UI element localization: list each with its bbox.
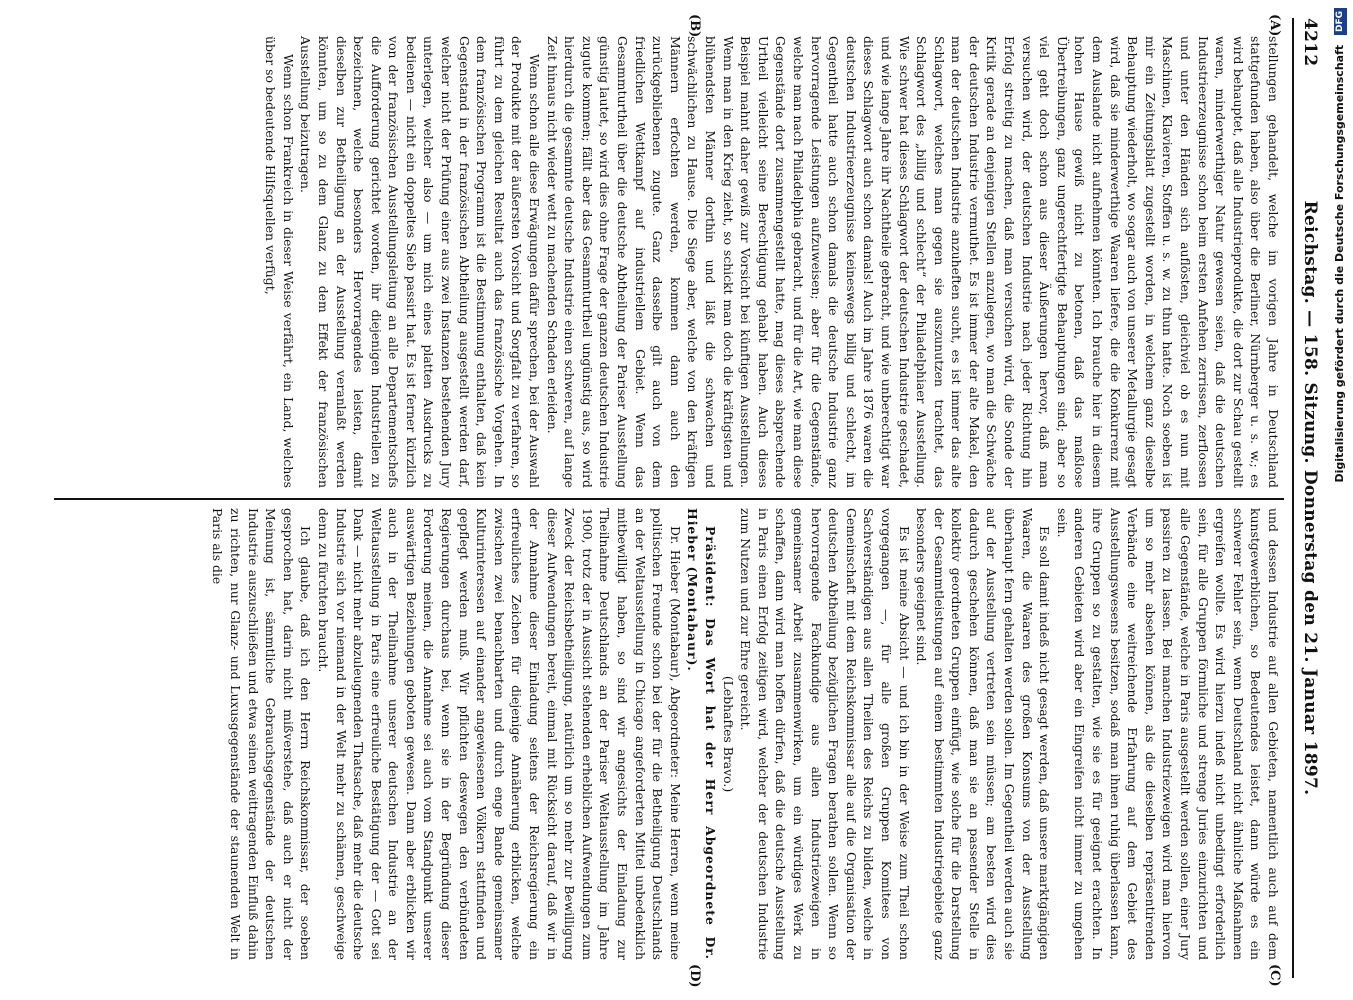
paragraph: Wenn schon Frankreich in dieser Weise verfährt, ein Land, welches über so bedeutende Hilfsquellen verfügt, — [263, 36, 296, 488]
speech-paragraph: Ich glaube, daß ich den Herrn Reichskommissar, der soeben gesprochen hat, darin nicht mißverstehe, daß auch er nicht der Meinung ist, sämmtliche Gebrauchsgegenstände der deutschen Industrie auszuschließen und etwa seinen weittragenden Einfluß dahin zu richten, nur Glanz- und Luxusgegenstände der staunenden Welt in Paris als die — [210, 508, 314, 960]
speech-paragraph: Dr. Hieber (Montabaur), Abgeordneter: Meine Herren, wenn meine politischen Freunde schon bei der für die Betheiligung Deutschlands an der Weltausstellung in Chicago angeforderten Mittel unbedenklich mitbewilligt haben, so sind wir angesichts der Einladung zur Theilnahme Deutschlands an der Pariser Weltausstellung im Jahre 1900, trotz der in Aussicht stehenden erheblichen Aufwendungen zum Zweck der Reichsbetheiligung, natürlich um so mehr zur Bewilligung dieser Aufwendungen bereit, einmal mit Rücksicht darauf, daß wir in der Annahme dieser Einladung seitens der Reichsregierung ein erfreuliches Zeichen für diejenige Annäherung erblicken, welche zwischen zwei benachbarten und durch enge Bande gemeinsamer Kulturinteressen auf einander angewiesenen Völkern stattfinden und gepflegt werden muß. Wir pflichten deswegen den verbündeten Regierungen durchaus bei, wenn sie in der Begründung dieser Forderung meinen, die Annahme sei auch vom Standpunkt unserer auswärtigen Beziehungen geboten gewesen. Dann aber erblicken wir auch in der Theilnahme unserer deutschen Industrie an der Weltausstellung in Paris eine erfreuliche Bestätigung der — Gott sei Dank — nicht mehr abzuleugnenden Thatsache, daß mehr die deutsche Industrie sich vor niemand in der Welt mehr zu schämen, geschweige denn zu fürchten braucht. — [315, 508, 683, 960]
margin-mark-a: (A) — [1267, 14, 1282, 37]
paragraph: stellungen gehandelt, welche im vorigen Jahre in Deutschland stattgefunden haben, also über die Berliner, Nürnberger u. s. w.; es wird behauptet, daß alle Industrieprodukte, die dort zur Schau gestellt waren, minderwerthiger Natur gewesen seien, daß die deutschen Industrieerzeugnisse schon beim ersten Anfehen zerrissen, zerflossen und unter den Händen sich auflösten, gleichviel ob es nun mit Maschinen, Klavieren, Stoffen u. s. w. zu thun hatte. Noch soeben ist mir ein Zeitungsblatt zugestellt worden, in welchem ganz dieselbe Behauptung wiederholt, wo sogar auch von unserer Metallurgie gesagt wird, daß sie minderwerthige Waaren liefere, die die Konkurrenz mit dem Auslande nicht aufnehmen könnten. Ich brauche hier in diesem hohen Hause gewiß nicht zu betonen, daß das maßlose Übertreibungen, ganz ungerechtfertigte Behauptungen sind; aber so viel geht doch schon aus dieser Äußerungen hervor, daß man versuchen wird, der deutschen Industrie nach jeder Richtung hin Erfolg streitig zu machen, daß man versuchen wird, die Sonde der Kritik gerade an denjenigen Stellen anzulegen, wo man die Schwäche der deutschen Industrie vermuthet. Es ist immer der alte Makel, den man der deutschen Industrie anzuheften sucht, es ist immer das alte Schlagwort, welches man gegen sie auszunutzen trachtet, das Schlagwort des „billig und schlecht“ der Philadelphiaer Ausstellung. Wie schwer hat dieses Schlagwort der deutschen Industrie geschadet, und wie lange Jahre ihr Nachtheile gebracht, und wie unberechtigt war dieses Schlagwort auch schon damals! Auch im Jahre 1876 waren die deutschen Industrieerzeugnisse keineswegs billig und schlecht, im Gegentheil hatte auch schon damals die deutsche Industrie ganz hervorragende Leistungen aufzuweisen; aber für die Gegenstände, welche man nach Philadelphia gebracht, und für die Art, wie man diese Gegenstände dort zusammengestellt hatte, mag dieses absprechende Urtheil vielleicht seine Berechtigung gehabt haben. Auch dieses Beispiel mahnt daher gewiß zur Vorsicht bei künftigen Ausstellungen. Wenn man in den Krieg zieht, so schickt man doch die kräftigsten und blühendsten Männer dorthin und läßt die schwachen und schwächlichen zu Hause. Die Siege aber, welche von den kräftigen Männern erfochten werden, kommen dann auch den zurückgebliebenen zugute. Ganz dasselbe gilt auch von dem friedlichen Wettkampf auf industriellem Gebiet. Wenn das Gesammturtheil über die deutsche Abtheilung der Pariser Ausstellung günstig lautet, so wird dies ohne Frage der ganzen deutschen Industrie zugute kommen; fällt aber das Gesammturtheil ungünstig aus, so wird hierdurch die gesammte deutsche Industrie einen schweren, auf lange Zeit hinaus nicht wieder wett zu machenden Schaden erleiden. — [544, 36, 1281, 488]
header-rule — [1292, 18, 1294, 978]
margin-mark-b: (B) — [687, 14, 702, 38]
digitization-credit-text: Digitalisierung gefördert durch die Deutsche Forschungsgemeinschaft — [1333, 44, 1346, 483]
page-title: Reichstag. — 158. Sitzung. Donnerstag den 21. Januar 1897. — [1300, 200, 1320, 796]
dfg-logo: DFG — [1334, 8, 1347, 35]
paragraph: Es soll damit indeß nicht gesagt werden, daß unsere marktgängigen Waaren, die Waaren des großen Konsums von der Ausstellung überhaupt fern gehalten werden sollen. Im Gegentheil werden auch sie auf der Ausstellung vertreten sein müssen; am besten wird dies dadurch geschehen können, daß man sie an passender Stelle in kollektiv geordneten Gruppen einfügt, wie solche für die Darstellung der Gesammtleistungen auf einem bestimmten Industriegebiete ganz besonders geeignet sind. — [914, 508, 1053, 960]
page-number: 4212 — [1300, 18, 1320, 67]
digitization-note — [1331, 8, 1349, 992]
paragraph: Wenn schon alle diese Erwägungen dafür sprechen, bei der Auswahl der Produkte mit der äußersten Vorsicht und Sorgfalt zu verfahren, so führt zu dem gleichen Resultat auch das französische Vorgehen. In dem französischen Programm ist die Bestimmung enthalten, daß kein Gegenstand in der französischen Abtheilung ausgestellt werden darf, welcher nicht der Prüfung einer aus zwei Instanzen bestehenden Jury unterlegen, welcher also — um mich eines platten Ausdrucks zu bedienen — nicht ein doppeltes Sieb passirt hat. Es ist ferner kürzlich von der französischen Ausstellungsleitung an alle Departementschefs die Aufforderung gerichtet worden, ihr diejenigen Industriellen zu bezeichnen, welche besonders Hervorragendes leisten, damit dieselben zur Betheiligung an der Ausstellung veranlaßt werden könnten, um so zu dem Glanz zu dem Effekt der französischen Ausstellung beizutragen. — [298, 36, 543, 488]
paragraph: und dessen Industrie auf allen Gebieten, namentlich auch auf dem kunstgewerblichen, so Bedeutendes leistet, dann würde es ein schwerer Fehler sein, wenn Deutschland nicht ähnliche Maßnahmen ergreifen wollte. Es wird hierzu indeß nicht unbedingt erforderlich sein, für alle Gruppen förmliche und strenge Juries einzurichten und alle Gegenstände, welche in Paris ausgestellt werden sollen, einer Jury passiren zu lassen. Bei manchen Industriezweigen wird man hiervon um so mehr absehen können, als die dieselben repräsentirenden Verbände eine weitreichende Erfahrung auf dem Gebiet des Ausstellungswesens besitzen, sodaß man ihnen ruhig überlassen kann, ihre Gruppen so zu gestalten, wie sie es für geeignet erachten. In anderen Gebieten wird aber ein Eingreifen nicht immer zu umgehen sein. — [1054, 508, 1281, 960]
margin-mark-c: (C) — [1267, 964, 1282, 987]
margin-mark-d: (D) — [687, 964, 702, 988]
applause-note: (Lebhaftes Bravo.) — [720, 675, 736, 793]
paragraph: Es ist meine Absicht — und ich bin in der Weise zum Theil schon vorgegangen —, für alle großen Gruppen Komitees von Sachverständigen aus allen Theilen des Reichs zu bilden, welche in Gemeinschaft mit dem Reichskommissar alle auf die Organisation der deutschen Abtheilung bezüglichen Fragen berathen sollen. Wenn so hervorragende Fachkundige aus allen Industriezweigen in gemeinsamer Arbeit zusammenwirken, um ein würdiges Werk zu schaffen, dann wird man hoffen dürfen, daß die deutsche Ausstellung in Paris einen Erfolg zeitigen wird, welcher der deutschen Industrie zum Nutzen und zur Ehre gereicht. — [738, 508, 912, 960]
left-column — [262, 36, 1282, 488]
column-divider — [54, 498, 1284, 500]
digitization-credit — [1331, 8, 1349, 992]
running-head — [1296, 18, 1322, 978]
rotated-sheet — [52, 14, 1322, 988]
president-remark: Präsident: Das Wort hat der Herr Abgeordnete Dr. Hieber (Montabaur). — [685, 508, 718, 960]
right-column — [209, 508, 1282, 960]
